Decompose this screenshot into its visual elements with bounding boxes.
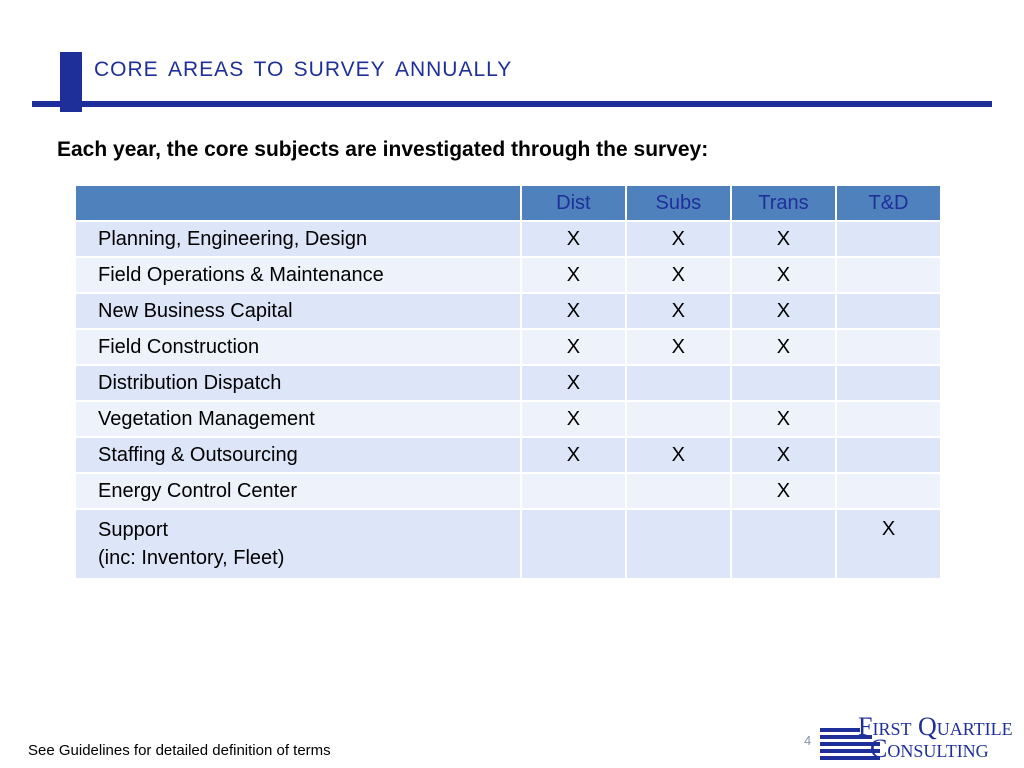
header-cell-dist: Dist [521,185,626,221]
header-cell-subs: Subs [626,185,731,221]
page-subtitle: Each year, the core subjects are investigated through the survey: [57,138,709,161]
cell-trans: X [731,473,836,509]
header-cell-trans: Trans [731,185,836,221]
row-label: Field Operations & Maintenance [75,257,521,293]
cell-dist [521,509,626,579]
row-label-line1: Support [98,519,169,541]
page-title: core areas to survey annually [94,50,513,83]
cell-td [836,293,941,329]
cell-trans: X [731,293,836,329]
header-cell-blank [75,185,521,221]
title-underline [32,101,992,107]
cell-trans: X [731,437,836,473]
cell-td [836,473,941,509]
cell-trans [731,509,836,579]
cell-td [836,221,941,257]
row-label-line2: (inc: Inventory, Fleet) [98,547,285,569]
cell-dist [521,473,626,509]
cell-trans [731,365,836,401]
cell-subs: X [626,257,731,293]
table-header-row [75,185,941,221]
cell-dist: X [521,329,626,365]
row-label: New Business Capital [75,293,521,329]
cell-subs [626,473,731,509]
row-label: Field Construction [75,329,521,365]
row-label: Distribution Dispatch [75,365,521,401]
cell-subs [626,365,731,401]
cell-subs: X [626,437,731,473]
table-row [75,437,941,473]
cell-dist: X [521,221,626,257]
cell-td: X [836,509,941,579]
page-number: 4 [804,733,812,748]
cell-subs [626,509,731,579]
cell-dist: X [521,437,626,473]
cell-trans: X [731,221,836,257]
cell-td [836,329,941,365]
cell-subs: X [626,329,731,365]
table-row [75,257,941,293]
cell-td [836,437,941,473]
cell-trans: X [731,401,836,437]
row-label: Energy Control Center [75,473,521,509]
cell-dist: X [521,293,626,329]
row-label: Vegetation Management [75,401,521,437]
company-logo [820,714,1020,762]
header-cell-td: T&D [836,185,941,221]
row-label [75,509,521,579]
logo-text-line1: First Quartile [858,712,1013,741]
footnote: See Guidelines for detailed definition of terms [28,742,331,759]
table-row [75,293,941,329]
cell-subs [626,401,731,437]
cell-subs: X [626,221,731,257]
table-row [75,221,941,257]
cell-dist: X [521,365,626,401]
table-row [75,509,941,579]
row-label: Planning, Engineering, Design [75,221,521,257]
survey-areas-table [74,184,942,580]
cell-td [836,365,941,401]
cell-subs: X [626,293,731,329]
cell-trans: X [731,257,836,293]
cell-dist: X [521,401,626,437]
cell-dist: X [521,257,626,293]
logo-text-line2: Consulting [870,734,989,763]
table-row [75,365,941,401]
cell-trans: X [731,329,836,365]
cell-td [836,257,941,293]
row-label: Staffing & Outsourcing [75,437,521,473]
table-row [75,401,941,437]
table-row [75,473,941,509]
cell-td [836,401,941,437]
table-row [75,329,941,365]
